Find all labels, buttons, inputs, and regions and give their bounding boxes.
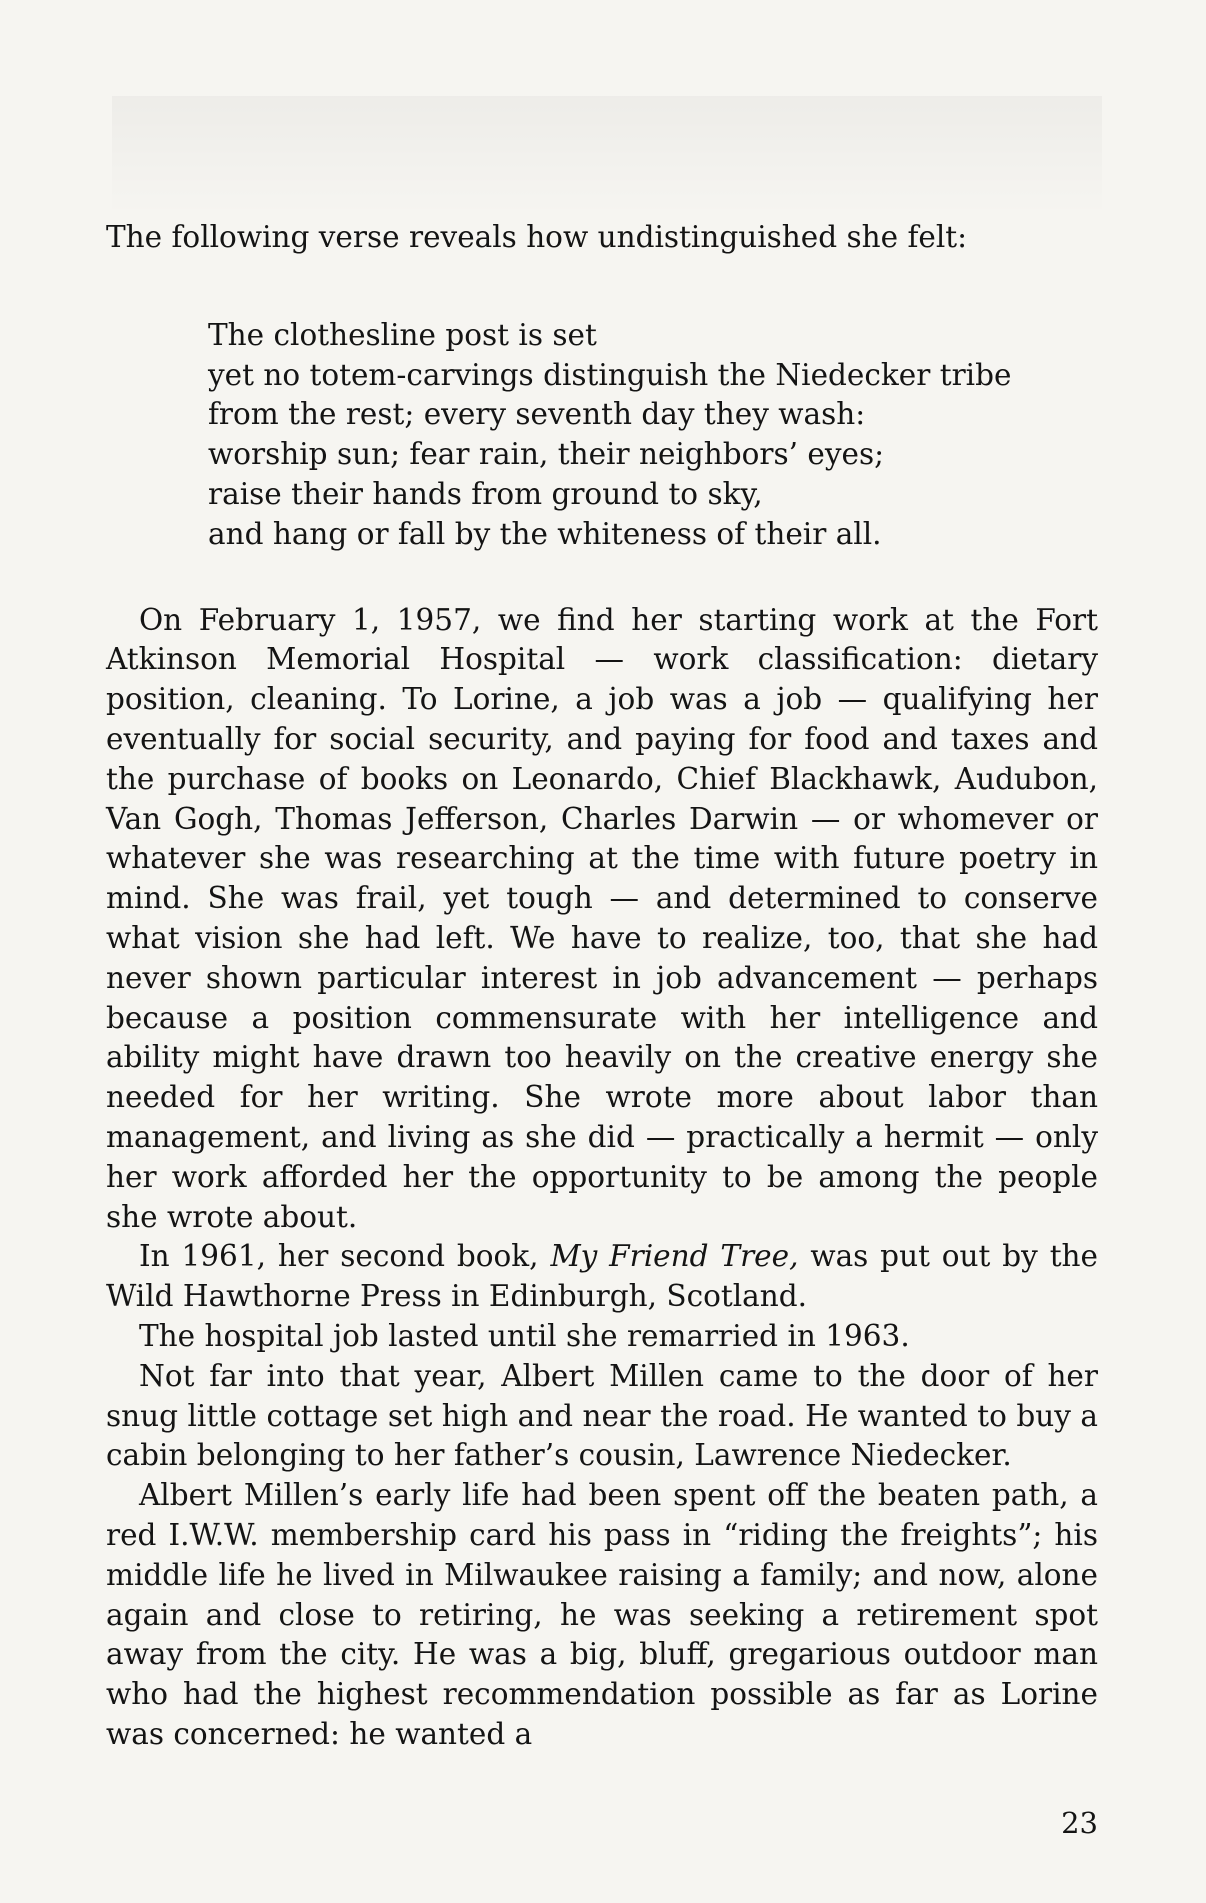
verse-block (208, 316, 1098, 555)
body-text (106, 218, 1098, 1755)
paragraph-early-life: Albert Millen’s early life had been spent off the beaten path, a red I.W.W. membership card his pass in “riding the freights”; his middle life he lived in Milwaukee raising a family; and now, alone again and close to retiring, he was seeking a retirement spot away from the city. He was a big, bluff, gregarious outdoor man who had the highest recommendation possible as far as Lorine was concerned: he wanted a (106, 1478, 1098, 1751)
paragraph-remarried: The hospital job lasted until she remarried in 1963. (139, 1318, 910, 1353)
verse-line: raise their hands from ground to sky, (208, 476, 763, 511)
verse-intro: The following verse reveals how undistinguished she felt: (106, 220, 968, 254)
paragraph-albert-millen: Not far into that year, Albert Millen came to the door of her snug little cottage set high and near the road. He wanted to buy a cabin belonging to her father’s cousin, Lawrence Niedecker. (106, 1358, 1098, 1473)
paragraph-text: In 1961, her second book, (139, 1239, 551, 1274)
paragraph-second-book (106, 1237, 1098, 1317)
book-title: My Friend Tree, (550, 1239, 799, 1274)
paragraph-hospital-job: On February 1, 1957, we find her starting work at the Fort Atkinson Memorial Hospital — work classification: dietary position, cleaning. To Lorine, a job was a job — qualifying her eventually for social security, and paying for food and taxes and the purchase of books on Leonardo, Chief Blackhawk, Audubon, Van Gogh, Thomas Jefferson, Charles Darwin — or whomever or whatever she was researching at the time with future poetry in mind. She was frail, yet tough — and determined to conserve what vision she had left. We have to realize, too, that she had never shown particular interest in job advancement — perhaps because a position commensurate with her intelligence and ability might have drawn too heavily on the creative energy she needed for her writing. She wrote more about labor than management, and living as she did — practically a hermit — only her work afforded her the opportunity to be among the people she wrote about. (106, 602, 1098, 1234)
verse-line: yet no totem-carvings distinguish the Niedecker tribe (208, 357, 1012, 392)
paragraph-text: was put out by the Wild Hawthorne Press in Edinburgh, Scotland. (106, 1239, 1099, 1314)
show-through-shadow (112, 96, 1102, 216)
verse-line: from the rest; every seventh day they wash: (208, 397, 866, 432)
page-number: 23 (1061, 1806, 1098, 1840)
verse-line: and hang or fall by the whiteness of their all. (208, 516, 882, 551)
verse-line: worship sun; fear rain, their neighbors’ eyes; (208, 437, 885, 472)
verse-line: The clothesline post is set (208, 317, 597, 352)
